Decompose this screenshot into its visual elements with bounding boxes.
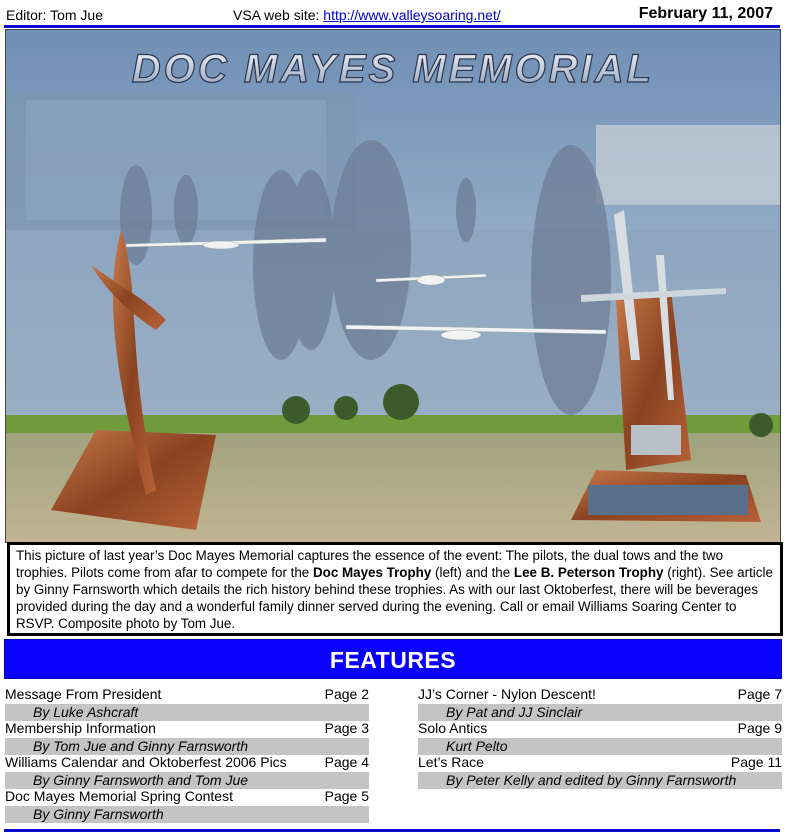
features-banner: FEATURES	[4, 639, 782, 679]
feature-title: Message From President	[5, 686, 162, 702]
feature-author: By Pat and JJ Sinclair	[418, 704, 782, 721]
feature-item	[418, 720, 782, 754]
feature-page: Page 2	[324, 686, 369, 702]
feature-item	[5, 720, 369, 754]
feature-title: Membership Information	[5, 720, 156, 736]
feature-page: Page 3	[324, 720, 369, 736]
feature-page: Page 5	[324, 788, 369, 804]
feature-author: By Luke Ashcraft	[5, 704, 369, 721]
photo-caption: This picture of last year’s Doc Mayes Memorial captures the essence of the event: The pilots, the dual tows and the two trophies. Pilots come from afar to compete for the Doc Mayes Trophy (left) and the Lee B. Peterson Trophy (right). See article by Ginny Farnsworth which details the rich history behind these trophies. As with our last Oktoberfest, there will be beverages provided during the day and a wonderful family dinner served during the evening. Call or email Williams Soaring Center to RSVP. Composite photo by Tom Jue.	[7, 542, 783, 636]
feature-item	[5, 754, 369, 788]
feature-item	[418, 754, 782, 788]
feature-author: By Ginny Farnsworth	[5, 806, 369, 823]
feature-item	[5, 686, 369, 720]
peterson-trophy-label: Lee B. Peterson Trophy	[513, 565, 664, 580]
feature-author: Kurt Pelto	[418, 738, 782, 755]
feature-page: Page 7	[737, 686, 782, 702]
feature-title: JJ’s Corner - Nylon Descent!	[418, 686, 596, 702]
feature-page: Page 11	[730, 754, 782, 770]
website-link[interactable]: http://www.valleysoaring.net/	[323, 7, 501, 23]
footer-rule	[4, 829, 780, 832]
feature-author: By Peter Kelly and edited by Ginny Farnsworth	[418, 772, 782, 789]
feature-title: Williams Calendar and Oktoberfest 2006 Pics	[5, 754, 287, 770]
editor-credit: Editor: Tom Jue	[6, 7, 104, 23]
photo-title: DOC MAYES MEMORIAL	[131, 47, 655, 91]
feature-item	[418, 686, 782, 720]
cover-photo	[5, 29, 781, 543]
feature-item	[5, 788, 369, 822]
features-list-left	[5, 686, 369, 822]
features-list-right	[418, 686, 782, 788]
feature-title: Solo Antics	[418, 720, 488, 736]
feature-author: By Tom Jue and Ginny Farnsworth	[5, 738, 369, 755]
issue-date: February 11, 2007	[638, 5, 773, 22]
website-info	[233, 7, 501, 23]
newsletter-header	[0, 0, 787, 27]
website-label: VSA web site:	[233, 7, 320, 23]
feature-page: Page 4	[324, 754, 369, 770]
feature-page: Page 9	[737, 720, 782, 736]
header-rule	[4, 25, 780, 28]
feature-title: Doc Mayes Memorial Spring Contest	[5, 788, 233, 804]
doc-mayes-trophy-label: Doc Mayes Trophy	[312, 565, 432, 580]
feature-title: Let’s Race	[418, 754, 484, 770]
feature-author: By Ginny Farnsworth and Tom Jue	[5, 772, 369, 789]
